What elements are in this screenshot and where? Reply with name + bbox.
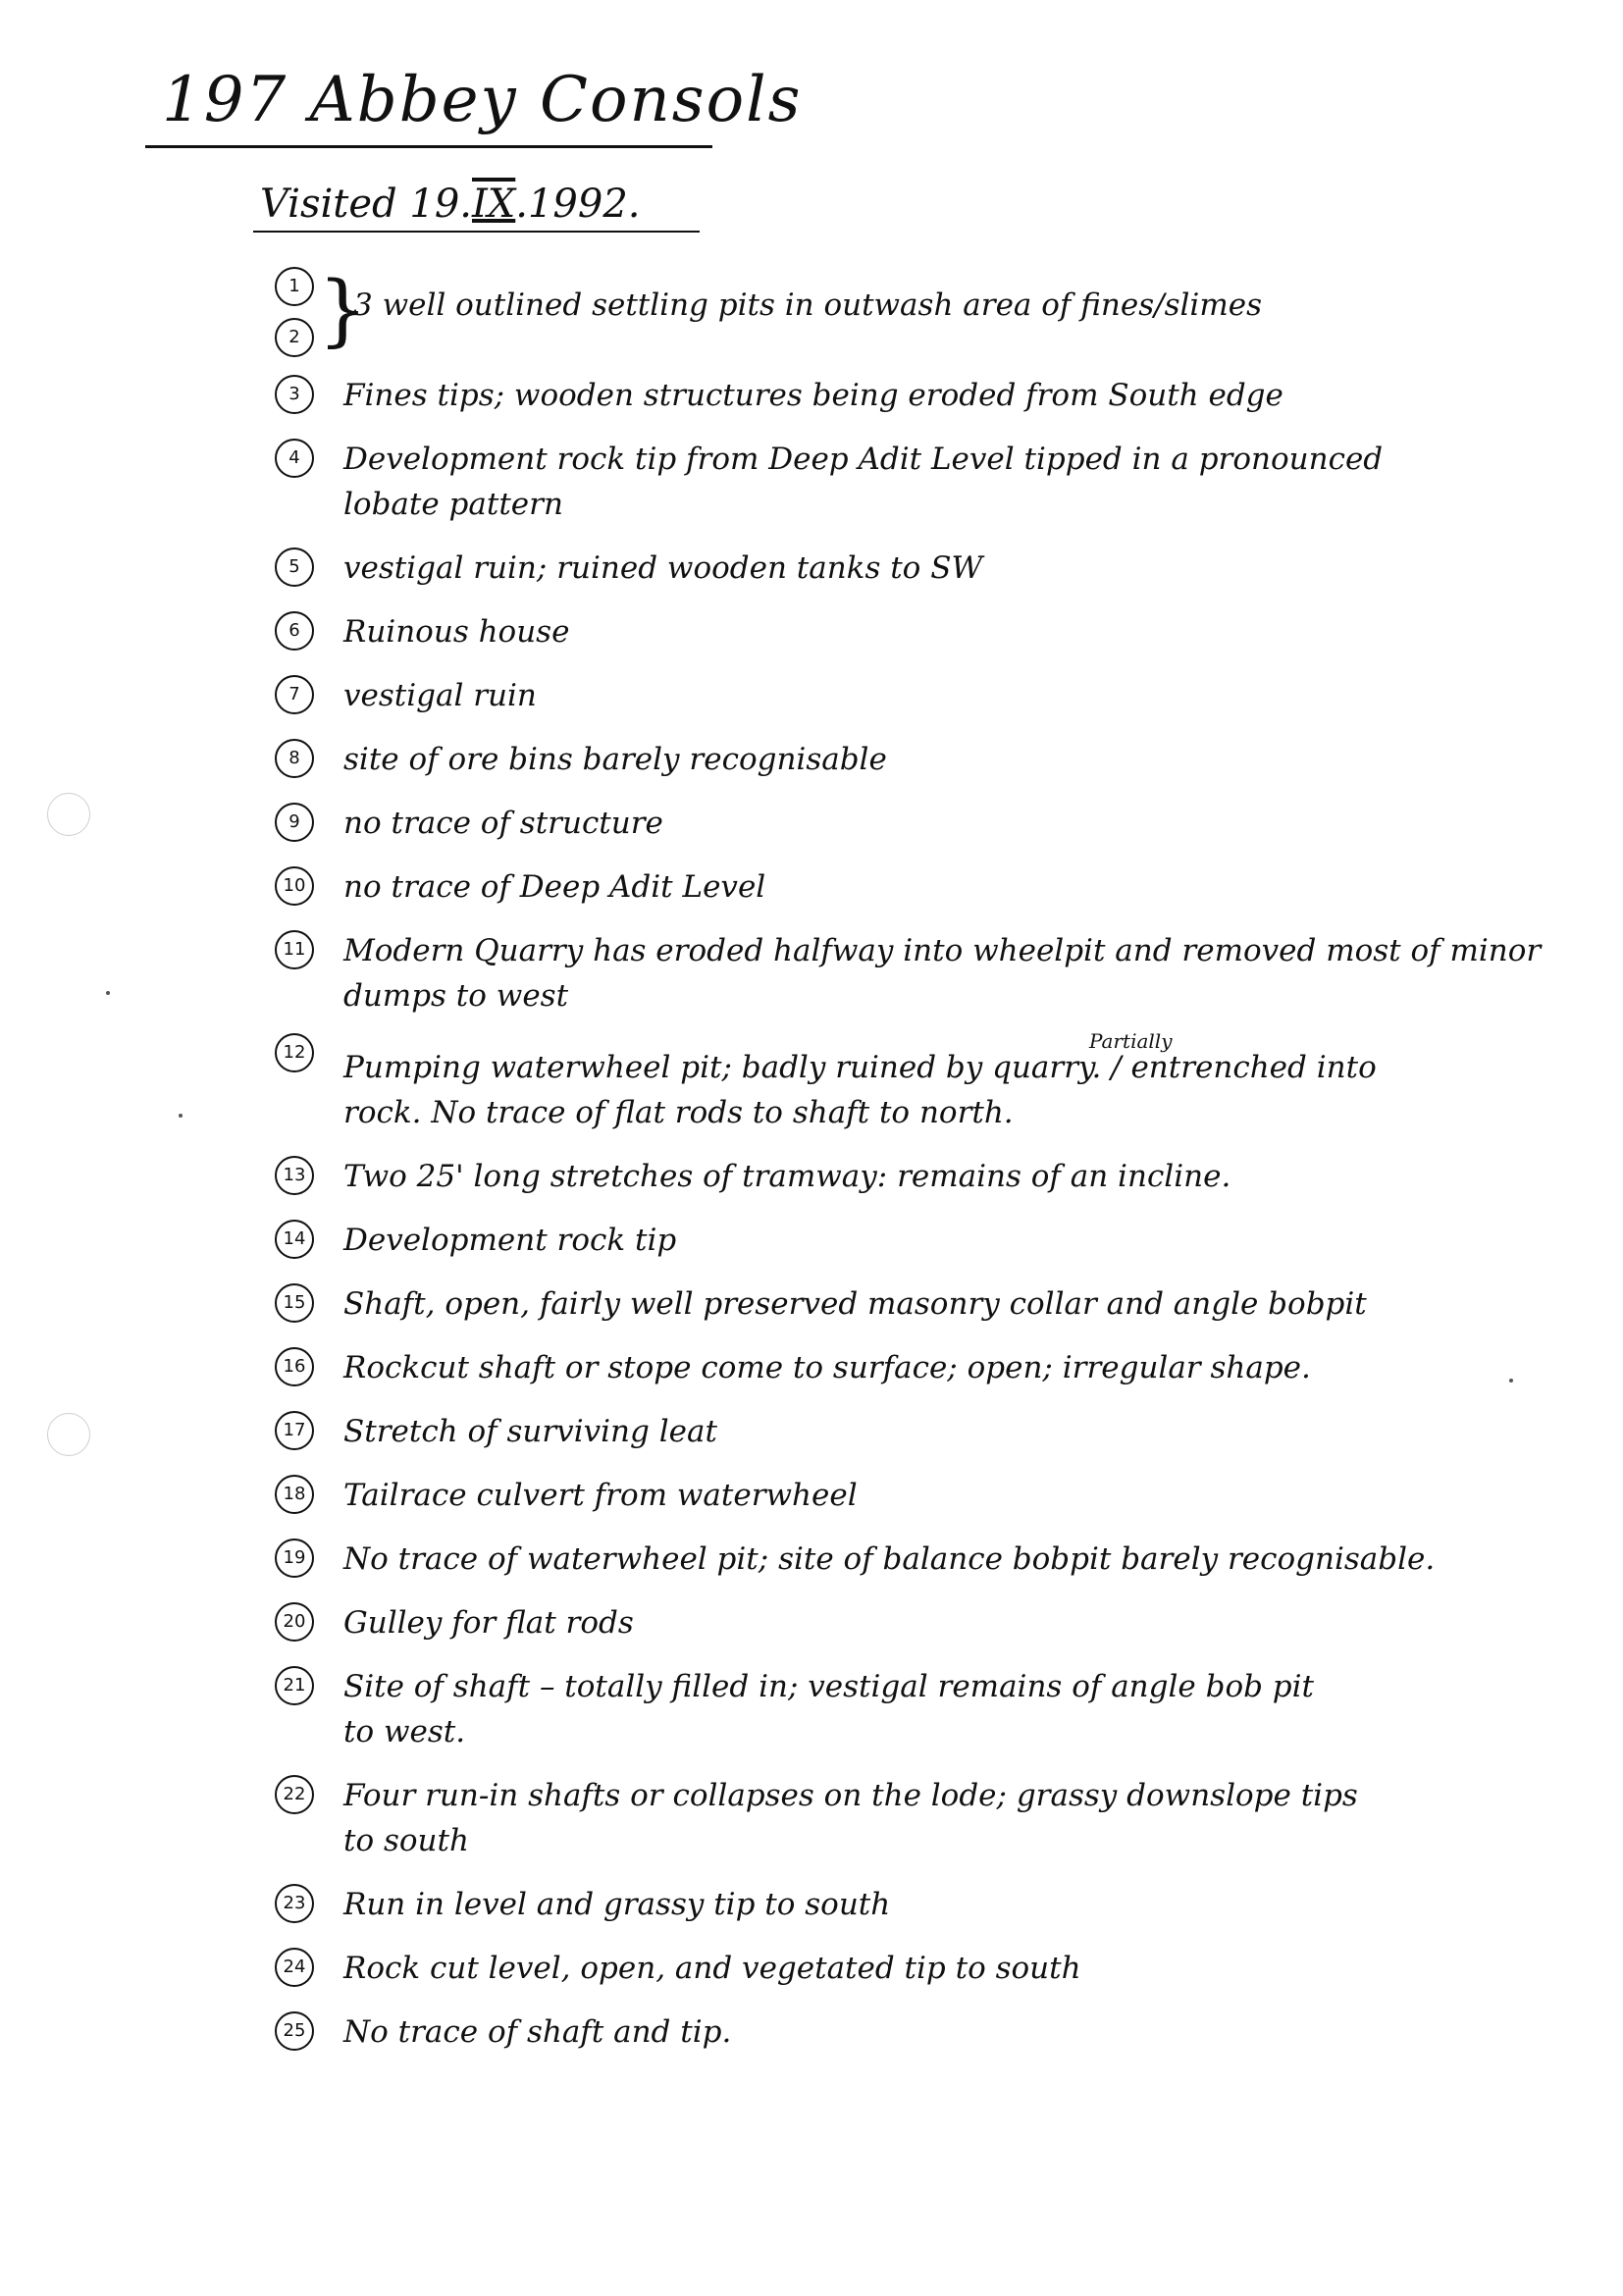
list-item (275, 1882, 1580, 1927)
entry-number: 14 (275, 1220, 314, 1259)
list-item (275, 928, 1580, 1018)
list-item (275, 1664, 1580, 1754)
visited-month: IX (471, 182, 516, 227)
list-item (275, 864, 1580, 910)
entry-text: Tailrace culvert from waterwheel (343, 1478, 858, 1513)
list-item (275, 1281, 1580, 1327)
entry-number: 20 (275, 1602, 314, 1642)
entry-text: Shaft, open, fairly well preserved masonry collar and angle bobpit (343, 1286, 1367, 1322)
ink-speck (106, 991, 110, 995)
entry-pair-1-2 (275, 263, 1580, 361)
entry-number: 9 (275, 803, 314, 842)
list-item (275, 673, 1580, 718)
list-item (275, 609, 1580, 654)
entry-text: Development rock tip (343, 1223, 677, 1258)
entry-insertion-note: Partially (1089, 1029, 1173, 1053)
entry-number: 16 (275, 1347, 314, 1386)
list-item (275, 373, 1580, 418)
entry-text: Ruinous house (343, 614, 570, 650)
ink-speck (1509, 1379, 1513, 1383)
title-underline (145, 145, 712, 148)
entry-text: site of ore bins barely recognisable (343, 742, 887, 777)
entry-number: 6 (275, 611, 314, 651)
entry-list (275, 263, 1580, 2073)
list-item (275, 546, 1580, 591)
entry-number: 17 (275, 1411, 314, 1450)
entry-text: Two 25' long stretches of tramway: remains of an incline. (343, 1159, 1231, 1194)
visited-date (260, 182, 641, 227)
list-item (275, 1600, 1580, 1645)
page-title: 197 Abbey Consols (162, 64, 803, 136)
entry-number: 5 (275, 548, 314, 587)
entry-text: Four run-in shafts or collapses on the lode; grassy downslope tips to south (343, 1778, 1358, 1858)
punch-hole (47, 1413, 90, 1456)
list-item (275, 1537, 1580, 1582)
entry-number: 13 (275, 1156, 314, 1195)
entry-text: Fines tips; wooden structures being eroded from South edge (343, 378, 1283, 413)
entry-number: 3 (275, 375, 314, 414)
list-item (275, 737, 1580, 782)
list-item (275, 1409, 1580, 1454)
visited-suffix: .1992. (515, 182, 641, 227)
entry-number: 1 (275, 267, 314, 306)
entry-number: 2 (275, 318, 314, 357)
list-item (275, 1031, 1580, 1135)
entry-number: 23 (275, 1884, 314, 1923)
entry-number: 8 (275, 739, 314, 778)
entry-text: Gulley for flat rods (343, 1605, 634, 1641)
list-item (275, 2009, 1580, 2055)
entry-number: 18 (275, 1475, 314, 1514)
ink-speck (179, 1114, 183, 1118)
entry-text: Rockcut shaft or stope come to surface; open; irregular shape. (343, 1350, 1311, 1385)
entry-text: vestigal ruin; ruined wooden tanks to SW (343, 550, 983, 586)
entry-text: Rock cut level, open, and vegetated tip to south (343, 1951, 1081, 1986)
entry-text: Modern Quarry has eroded halfway into wheelpit and removed most of minor dumps to west (343, 933, 1542, 1014)
entry-number: 24 (275, 1948, 314, 1987)
list-item (275, 1473, 1580, 1518)
entry-text: Development rock tip from Deep Adit Level tipped in a pronounced lobate pattern (343, 442, 1384, 522)
entry-number: 7 (275, 675, 314, 714)
punch-hole (47, 793, 90, 836)
entry-text: Stretch of surviving leat (343, 1414, 717, 1449)
entry-text: vestigal ruin (343, 678, 537, 713)
entry-number: 4 (275, 439, 314, 478)
entry-number: 19 (275, 1539, 314, 1578)
list-item (275, 1773, 1580, 1863)
entry-number: 22 (275, 1775, 314, 1814)
list-item (275, 1218, 1580, 1263)
entry-rows (275, 373, 1580, 2055)
entry-number: 21 (275, 1666, 314, 1705)
list-item (275, 437, 1580, 527)
entry-number: 25 (275, 2011, 314, 2051)
entry-number: 11 (275, 930, 314, 969)
list-item (275, 801, 1580, 846)
visited-underline (253, 231, 700, 233)
entry-number: 12 (275, 1033, 314, 1072)
entry-number: 10 (275, 866, 314, 906)
entry-number: 15 (275, 1283, 314, 1323)
list-item (275, 1345, 1580, 1390)
entry-text: 3 well outlined settling pits in outwash area of fines/slimes (353, 287, 1262, 323)
entry-text: no trace of structure (343, 806, 663, 841)
brace-mark: } (318, 264, 368, 355)
entry-text: Run in level and grassy tip to south (343, 1887, 891, 1922)
entry-text: no trace of Deep Adit Level (343, 869, 766, 905)
entry-text: Pumping waterwheel pit; badly ruined by quarry. / entrenched into rock. No trace of flat rods to shaft to north. (343, 1050, 1377, 1130)
entry-text: Site of shaft – totally filled in; vestigal remains of angle bob pit to west. (343, 1669, 1315, 1749)
entry-text: No trace of waterwheel pit; site of balance bobpit barely recognisable. (343, 1541, 1436, 1577)
visited-prefix: Visited 19. (260, 182, 472, 227)
list-item (275, 1154, 1580, 1199)
entry-text: No trace of shaft and tip. (343, 2014, 732, 2050)
list-item (275, 1946, 1580, 1991)
